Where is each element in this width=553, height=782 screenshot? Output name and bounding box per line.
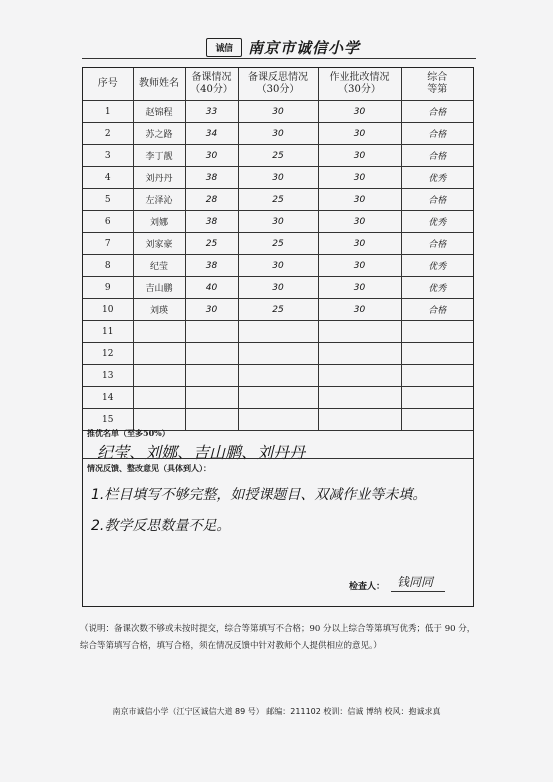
- header-teacher-name: 教师姓名: [133, 68, 185, 101]
- table-row: [83, 123, 473, 145]
- excellent-label: 推优名单（至多50%）: [87, 428, 170, 438]
- prep-score: [185, 365, 238, 387]
- teacher-name: [133, 343, 185, 365]
- teacher-name: 刘家豪: [133, 233, 185, 255]
- feedback-label: 情况反馈、整改意见（具体到人）：: [87, 463, 211, 473]
- grade-value: 优秀: [401, 211, 473, 233]
- reflection-score: [238, 343, 318, 365]
- prep-score: 40: [185, 277, 238, 299]
- row-number: 7: [83, 233, 133, 255]
- prep-score: 30: [185, 145, 238, 167]
- reflection-score: 25: [238, 299, 318, 321]
- prep-score: 34: [185, 123, 238, 145]
- table-row: [83, 387, 473, 409]
- school-logo: 诚信: [206, 38, 242, 57]
- teacher-name: 刘娜: [133, 211, 185, 233]
- teacher-name: 李丁靓: [133, 145, 185, 167]
- row-number: 4: [83, 167, 133, 189]
- grade-value: 合格: [401, 233, 473, 255]
- homework-score: 30: [318, 101, 401, 123]
- teacher-name: [133, 365, 185, 387]
- row-number: 11: [83, 321, 133, 343]
- homework-score: 30: [318, 255, 401, 277]
- reflection-score: 30: [238, 211, 318, 233]
- teacher-name: [133, 387, 185, 409]
- grade-value: [401, 365, 473, 387]
- prep-score: 25: [185, 233, 238, 255]
- homework-score: [318, 387, 401, 409]
- row-number: 15: [83, 409, 133, 431]
- prep-score: [185, 387, 238, 409]
- row-number: 1: [83, 101, 133, 123]
- teacher-name: 纪莹: [133, 255, 185, 277]
- row-number: 8: [83, 255, 133, 277]
- reflection-score: 30: [238, 255, 318, 277]
- prep-score: [185, 321, 238, 343]
- score-table: [83, 68, 473, 431]
- reflection-score: 25: [238, 189, 318, 211]
- grade-value: 合格: [401, 145, 473, 167]
- school-header: [206, 37, 360, 58]
- page-footer: 南京市诚信小学（江宁区诚信大道 89 号） 邮编：211102 校训：信诚 博纳 校风：抱诚求真: [112, 707, 441, 716]
- homework-score: 30: [318, 211, 401, 233]
- explanation-note: （说明：备课次数不够或未按时提交，综合等第填写不合格；90 分以上综合等第填写优秀；低于 90 分，综合等第填写合格，填写合格，须在情况反馈中针对教师个人提供相应的意见。）: [80, 624, 476, 651]
- checker-signature: 钱同同: [391, 573, 445, 592]
- teacher-name: 刘瑛: [133, 299, 185, 321]
- homework-score: 30: [318, 277, 401, 299]
- grade-value: [401, 387, 473, 409]
- header-reflection: 备课反思情况 （30分）: [238, 68, 318, 101]
- prep-score: 38: [185, 255, 238, 277]
- homework-score: 30: [318, 145, 401, 167]
- table-header-row: [83, 68, 473, 101]
- row-number: 5: [83, 189, 133, 211]
- reflection-score: [238, 387, 318, 409]
- table-row: [83, 145, 473, 167]
- row-number: 13: [83, 365, 133, 387]
- table-row: [83, 365, 473, 387]
- table-row: [83, 277, 473, 299]
- table-row: [83, 211, 473, 233]
- reflection-score: [238, 321, 318, 343]
- feedback-line-2: 2.教学反思数量不足。: [91, 518, 231, 534]
- header-homework: 作业批改情况 （30分）: [318, 68, 401, 101]
- teacher-name: 吉山鹏: [133, 277, 185, 299]
- reflection-score: 30: [238, 167, 318, 189]
- row-number: 12: [83, 343, 133, 365]
- section-divider: [83, 458, 473, 459]
- inspection-sheet: [82, 67, 474, 607]
- grade-value: 合格: [401, 299, 473, 321]
- teacher-name: [133, 321, 185, 343]
- table-row: [83, 321, 473, 343]
- table-row: [83, 255, 473, 277]
- header-grade: 综合 等第: [401, 68, 473, 101]
- reflection-score: 25: [238, 233, 318, 255]
- row-number: 3: [83, 145, 133, 167]
- grade-value: [401, 321, 473, 343]
- homework-score: 30: [318, 233, 401, 255]
- row-number: 2: [83, 123, 133, 145]
- row-number: 9: [83, 277, 133, 299]
- table-row: [83, 189, 473, 211]
- homework-score: [318, 343, 401, 365]
- reflection-score: [238, 365, 318, 387]
- grade-value: [401, 343, 473, 365]
- grade-value: 优秀: [401, 277, 473, 299]
- homework-score: 30: [318, 167, 401, 189]
- checker-label: 检查人：: [348, 582, 385, 592]
- prep-score: 33: [185, 101, 238, 123]
- excellent-names: 纪莹、刘娜、吉山鹏、刘丹丹: [97, 443, 306, 462]
- feedback-line-1: 1.栏目填写不够完整，如授课题目、双减作业等未填。: [91, 487, 427, 503]
- row-number: 6: [83, 211, 133, 233]
- grade-value: 优秀: [401, 167, 473, 189]
- school-name: 南京市诚信小学: [248, 39, 361, 57]
- teacher-name: 苏之路: [133, 123, 185, 145]
- grade-value: 合格: [401, 123, 473, 145]
- prep-score: 30: [185, 299, 238, 321]
- reflection-score: 30: [238, 277, 318, 299]
- header-no: 序号: [83, 68, 133, 101]
- homework-score: [318, 365, 401, 387]
- prep-score: 28: [185, 189, 238, 211]
- homework-score: 30: [318, 189, 401, 211]
- row-number: 14: [83, 387, 133, 409]
- teacher-name: 赵锦程: [133, 101, 185, 123]
- title-divider: [82, 58, 476, 59]
- checker-block: [349, 573, 445, 592]
- homework-score: 30: [318, 123, 401, 145]
- prep-score: 38: [185, 211, 238, 233]
- table-row: [83, 343, 473, 365]
- prep-score: [185, 343, 238, 365]
- prep-score: 38: [185, 167, 238, 189]
- table-row: [83, 167, 473, 189]
- homework-score: [318, 321, 401, 343]
- row-number: 10: [83, 299, 133, 321]
- homework-score: 30: [318, 299, 401, 321]
- table-row: [83, 299, 473, 321]
- grade-value: 优秀: [401, 255, 473, 277]
- header-prep: 备课情况 （40分）: [185, 68, 238, 101]
- table-row: [83, 233, 473, 255]
- reflection-score: 30: [238, 101, 318, 123]
- grade-value: 合格: [401, 101, 473, 123]
- table-row: [83, 101, 473, 123]
- teacher-name: 左泽沁: [133, 189, 185, 211]
- reflection-score: 25: [238, 145, 318, 167]
- grade-value: 合格: [401, 189, 473, 211]
- reflection-score: 30: [238, 123, 318, 145]
- teacher-name: 刘丹丹: [133, 167, 185, 189]
